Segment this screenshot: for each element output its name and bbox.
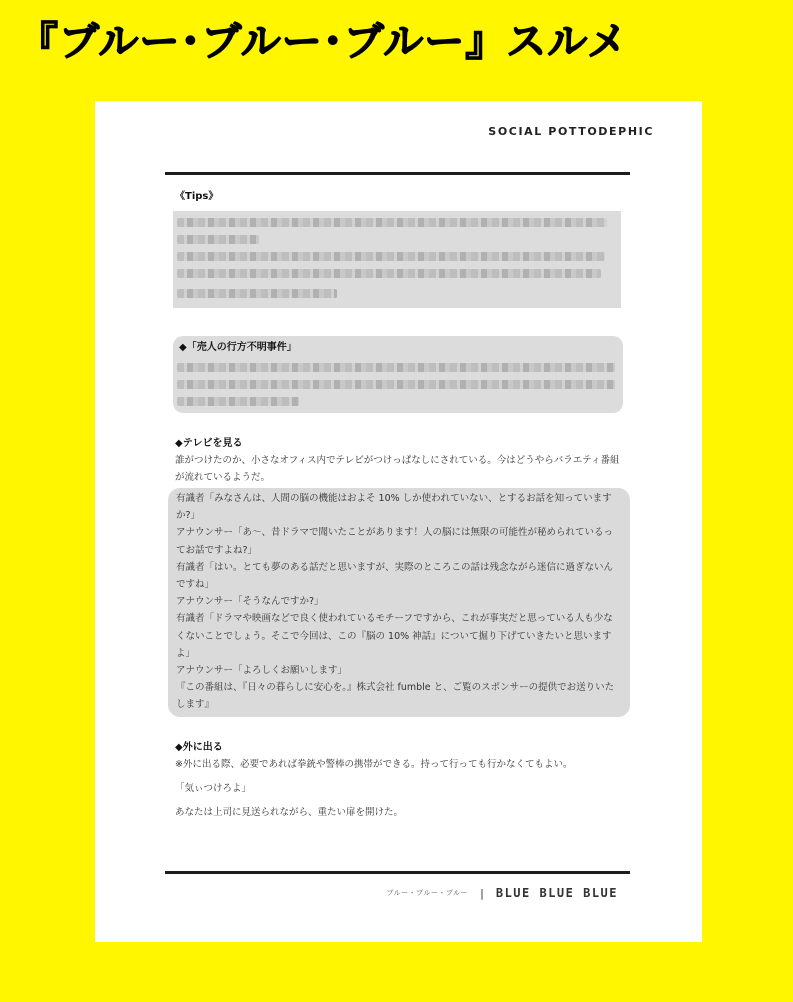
dialogue-line: アナウンサー「よろしくお願いします」 <box>176 665 348 677</box>
tips-redacted-block <box>173 211 621 308</box>
dialogue-line: アナウンサー「あ〜、昔ドラマで聞いたことがあります！人の脳には無限の可能性が秘められているってお話ですよね?」 <box>176 527 614 556</box>
tv-heading: ◆テレビを見る <box>175 438 243 449</box>
top-divider <box>165 172 630 175</box>
outside-section <box>175 739 625 821</box>
tv-dialogue <box>168 488 630 717</box>
dialogue-line: 有識者「みなさんは、人間の脳の機能はおよそ 10% しか使われていない、とするお話を知っていますか?」 <box>176 493 612 522</box>
outside-note: ※外に出る際、必要であれば拳銃や警棒の携帯ができる。持って行っても行かなくてもよい。 <box>175 758 573 770</box>
footer <box>386 886 618 900</box>
bottom-divider <box>165 871 630 874</box>
dialogue-line: 『この番組は、『日々の暮らしに安心を。』株式会社 fumble と、ご覧のスポンサーの提供でお送りいたします』 <box>176 682 615 711</box>
tv-section <box>175 435 625 717</box>
outside-quote: 「気ぃつけろよ」 <box>175 782 252 794</box>
dialogue-line: アナウンサー「そうなんですか?」 <box>176 596 324 608</box>
footer-separator: | <box>480 886 484 900</box>
dialogue-line: 有識者「ドラマや映画などで良く使われているモチーフですから、これが事実だと思っている人も少なくないことでしょう。そこで今回は、この『脳の 10% 神話』について掘り下げていきたいと思いますよ」 <box>176 613 613 659</box>
tv-intro: 誰がつけたのか、小さなオフィス内でテレビがつけっぱなしにされている。今はどうやらバラエティ番組が流れているようだ。 <box>175 455 620 483</box>
incident-heading: ◆「売人の行方不明事件」 <box>179 342 297 353</box>
footer-jp-title: ブルー・ブルー・ブルー <box>386 889 469 897</box>
tips-heading: 《Tips》 <box>175 191 219 202</box>
outside-heading: ◆外に出る <box>175 741 223 753</box>
outside-narration: あなたは上司に見送られながら、重たい扉を開けた。 <box>175 806 404 818</box>
dialogue-line: 有識者「はい。とても夢のある話だと思いますが、実際のところこの話は残念ながら迷信に過ぎないんですね」 <box>176 561 614 591</box>
footer-en-title: BLUE BLUE BLUE <box>495 886 618 900</box>
incident-redacted-block <box>173 336 623 413</box>
brand-label: SOCIAL POTTODEPHIC <box>488 125 654 138</box>
document-page <box>95 101 702 942</box>
page-title: 『ブルー･ブルー･ブルー』スルメ <box>18 19 628 65</box>
document-body <box>175 188 625 821</box>
